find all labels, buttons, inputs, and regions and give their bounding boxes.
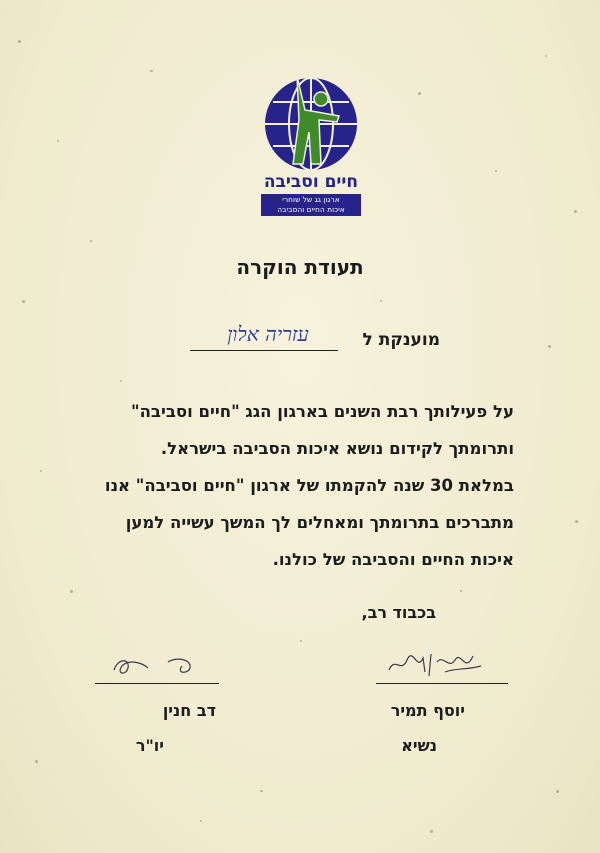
paper-speck [574,210,577,213]
president-name: יוסף תמיר [390,701,465,720]
paper-speck [260,790,263,792]
organization-tagline [261,194,361,216]
chair-role: יו"ר [135,736,164,755]
paper-speck [22,300,25,303]
paper-speck [430,830,433,833]
paper-speck [460,590,462,592]
paper-speck [548,345,551,348]
awarded-to-label: מוענקת ל [362,330,440,350]
paper-speck [380,300,382,302]
president-signature-line [376,683,508,684]
certificate-title: תעודת הוקרה [236,255,364,279]
paper-speck [495,170,497,172]
organization-logo [255,72,367,222]
paper-speck [120,380,122,382]
paper-speck [200,820,202,822]
paper-speck [150,70,153,72]
president-signature [385,648,485,680]
paper-speck [18,40,21,43]
paper-speck [300,640,302,642]
body-line: במלאת 30 שנה להקמתו של ארגון "חיים וסביבה" אנו [104,476,514,495]
certificate-body [74,393,514,578]
body-line: מתברכים בתרומתך ומאחלים לך המשך עשייה למען [125,513,514,532]
closing-line: בכבוד רב, [361,603,436,622]
paper-speck [90,240,92,242]
paper-speck [545,55,547,57]
paper-speck [70,590,73,593]
paper-speck [556,790,559,793]
body-line: על פעילותך רבת השנים בארגון הגג "חיים וסביבה" [131,402,514,421]
tagline-line: ארגון גג של שוחרי [282,195,340,204]
globe-person-icon [255,72,367,172]
paper-speck [418,92,421,95]
paper-speck [35,760,38,763]
president-role: נשיא [401,736,437,755]
paper-speck [40,470,42,472]
chair-name: דב חנין [162,701,216,720]
paper-speck [575,520,578,523]
organization-name: חיים וסביבה [263,172,359,192]
tagline-line: איכות החיים והסביבה [277,205,345,214]
paper-speck [57,140,59,142]
recipient-line [190,350,338,351]
body-line: ותרומתך לקידום נושא איכות הסביבה בישראל. [160,439,514,458]
body-line: איכות החיים והסביבה של כולנו. [272,550,514,569]
chair-signature [108,652,208,680]
chair-signature-line [95,683,219,684]
recipient-handwritten-name: עזריה אלון [227,322,309,346]
